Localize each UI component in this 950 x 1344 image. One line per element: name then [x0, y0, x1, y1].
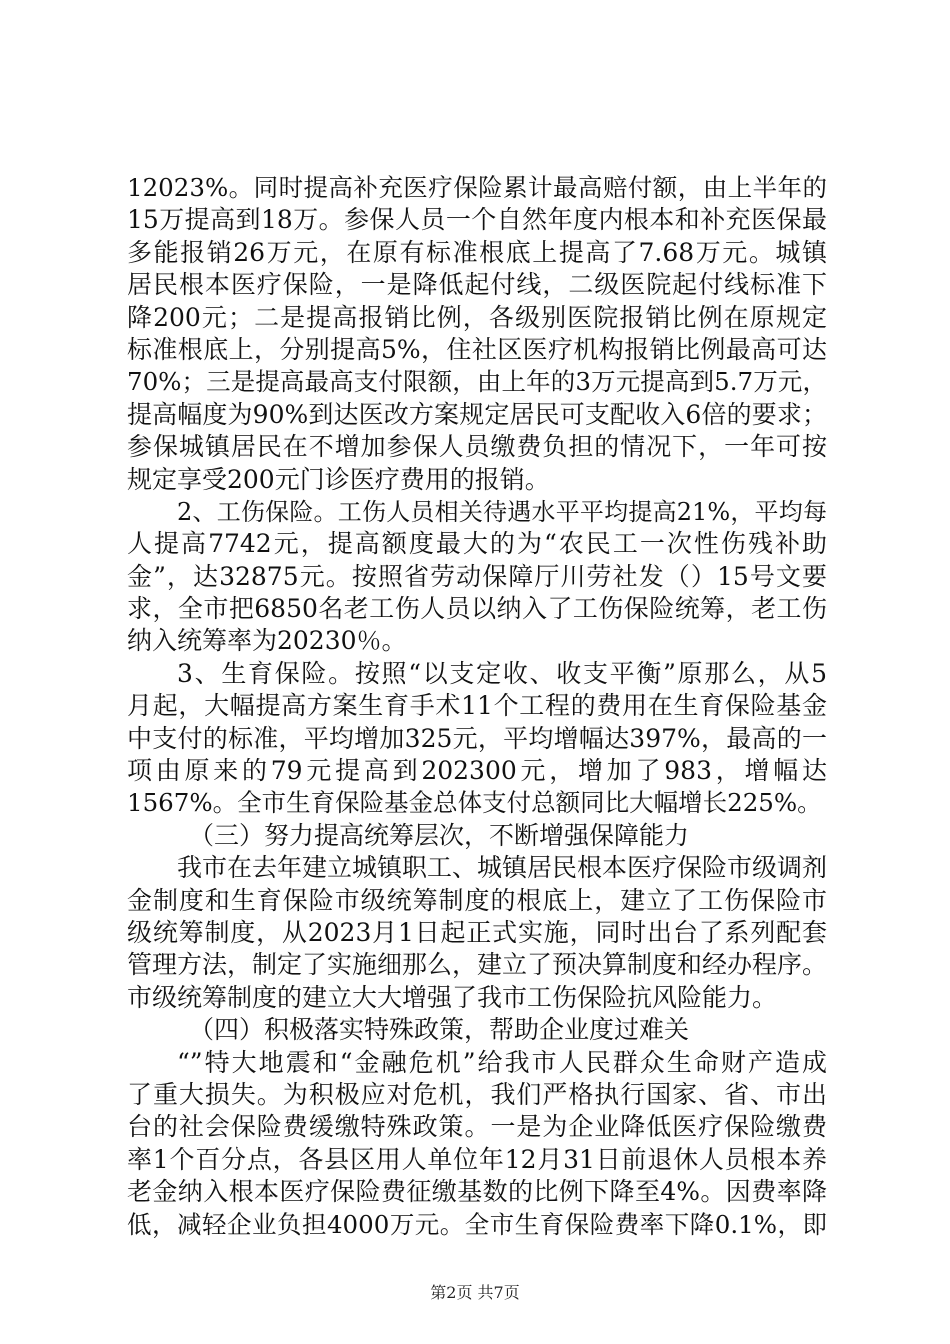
text-line: 率1个百分点，各县区用人单位年12月31日前退休人员根本养: [127, 1144, 827, 1174]
text-line: 金制度和生育保险市级统筹制度的根底上，建立了工伤保险市: [127, 885, 827, 915]
section-heading: （三）努力提高统筹层次，不断增强保障能力: [189, 820, 690, 850]
paragraph-start-line: 3、生育保险。按照“以支定收、收支平衡”原那么，从5: [177, 658, 827, 688]
text-line: 标准根底上，分别提高5%，住社区医疗机构报销比例最高可达: [127, 334, 827, 364]
text-line: 台的社会保险费缓缴特殊政策。一是为企业降低医疗保险缴费: [127, 1112, 827, 1142]
text-line: 级统筹制度，从2023月1日起正式实施，同时出台了系列配套: [127, 917, 827, 947]
paragraph-end-line: 市级统筹制度的建立大大增强了我市工伤保险抗风险能力。: [127, 982, 778, 1012]
text-line: 提高幅度为90%到达医改方案规定居民可支配收入6倍的要求；: [127, 399, 827, 429]
document-body: [127, 172, 827, 1241]
paragraph-end-line: 1567%。全市生育保险基金总体支付总额同比大幅增长225%。: [127, 788, 822, 818]
text-line: 参保城镇居民在不增加参保人员缴费负担的情况下，一年可按: [127, 432, 827, 462]
text-line: 人提高7742元，提高额度最大的为“农民工一次性伤残补助: [127, 529, 827, 559]
paragraph-start-line: “”特大地震和“金融危机”给我市人民群众生命财产造成: [177, 1047, 827, 1077]
text-line: 15万提高到18万。参保人员一个自然年度内根本和补充医保最: [127, 205, 827, 235]
text-line: 70%；三是提高最高支付限额，由上年的3万元提高到5.7万元，: [127, 367, 827, 397]
text-line: 了重大损失。为积极应对危机，我们严格执行国家、省、市出: [127, 1079, 827, 1109]
text-line: 金”，达32875元。按照省劳动保障厅川劳社发（）15号文要: [127, 561, 827, 591]
paragraph-start-line: 我市在去年建立城镇职工、城镇居民根本医疗保险市级调剂: [177, 853, 828, 883]
text-line: 老金纳入根本医疗保险费征缴基数的比例下降至4%。因费率降: [127, 1177, 827, 1207]
text-line: 求，全市把6850名老工伤人员以纳入了工伤保险统筹，老工伤: [127, 594, 827, 624]
page-number-footer: 第2页 共7页: [430, 1283, 520, 1302]
text-line: 降200元；二是提高报销比例，各级别医院报销比例在原规定: [127, 302, 827, 332]
text-line: 低，减轻企业负担4000万元。全市生育保险费率下降0.1%，即: [127, 1209, 827, 1239]
paragraph-end-line: 纳入统筹率为20230％。: [127, 626, 407, 656]
paragraph-start-line: 2、工伤保险。工伤人员相关待遇水平平均提高21%，平均每: [177, 497, 827, 526]
text-line: 管理方法，制定了实施细那么，建立了预决算制度和经办程序。: [127, 950, 828, 980]
text-line: 月起，大幅提高方案生育手术11个工程的费用在生育保险基金: [127, 691, 827, 721]
paragraph-end-line: 规定享受200元门诊医疗费用的报销。: [127, 464, 550, 494]
text-line: 居民根本医疗保险，一是降低起付线，二级医院起付线标准下: [127, 270, 827, 300]
text-line: 多能报销26万元，在原有标准根底上提高了7.68万元。城镇: [127, 237, 827, 267]
text-line: 中支付的标准，平均增加325元，平均增幅达397%，最高的一: [127, 723, 827, 753]
section-heading: （四）积极落实特殊政策，帮助企业度过难关: [189, 1015, 690, 1045]
text-line: 项由原来的79元提高到202300元，增加了983，增幅达: [127, 756, 827, 786]
text-line: 12023%。同时提高补充医疗保险累计最高赔付额，由上半年的: [127, 173, 827, 202]
